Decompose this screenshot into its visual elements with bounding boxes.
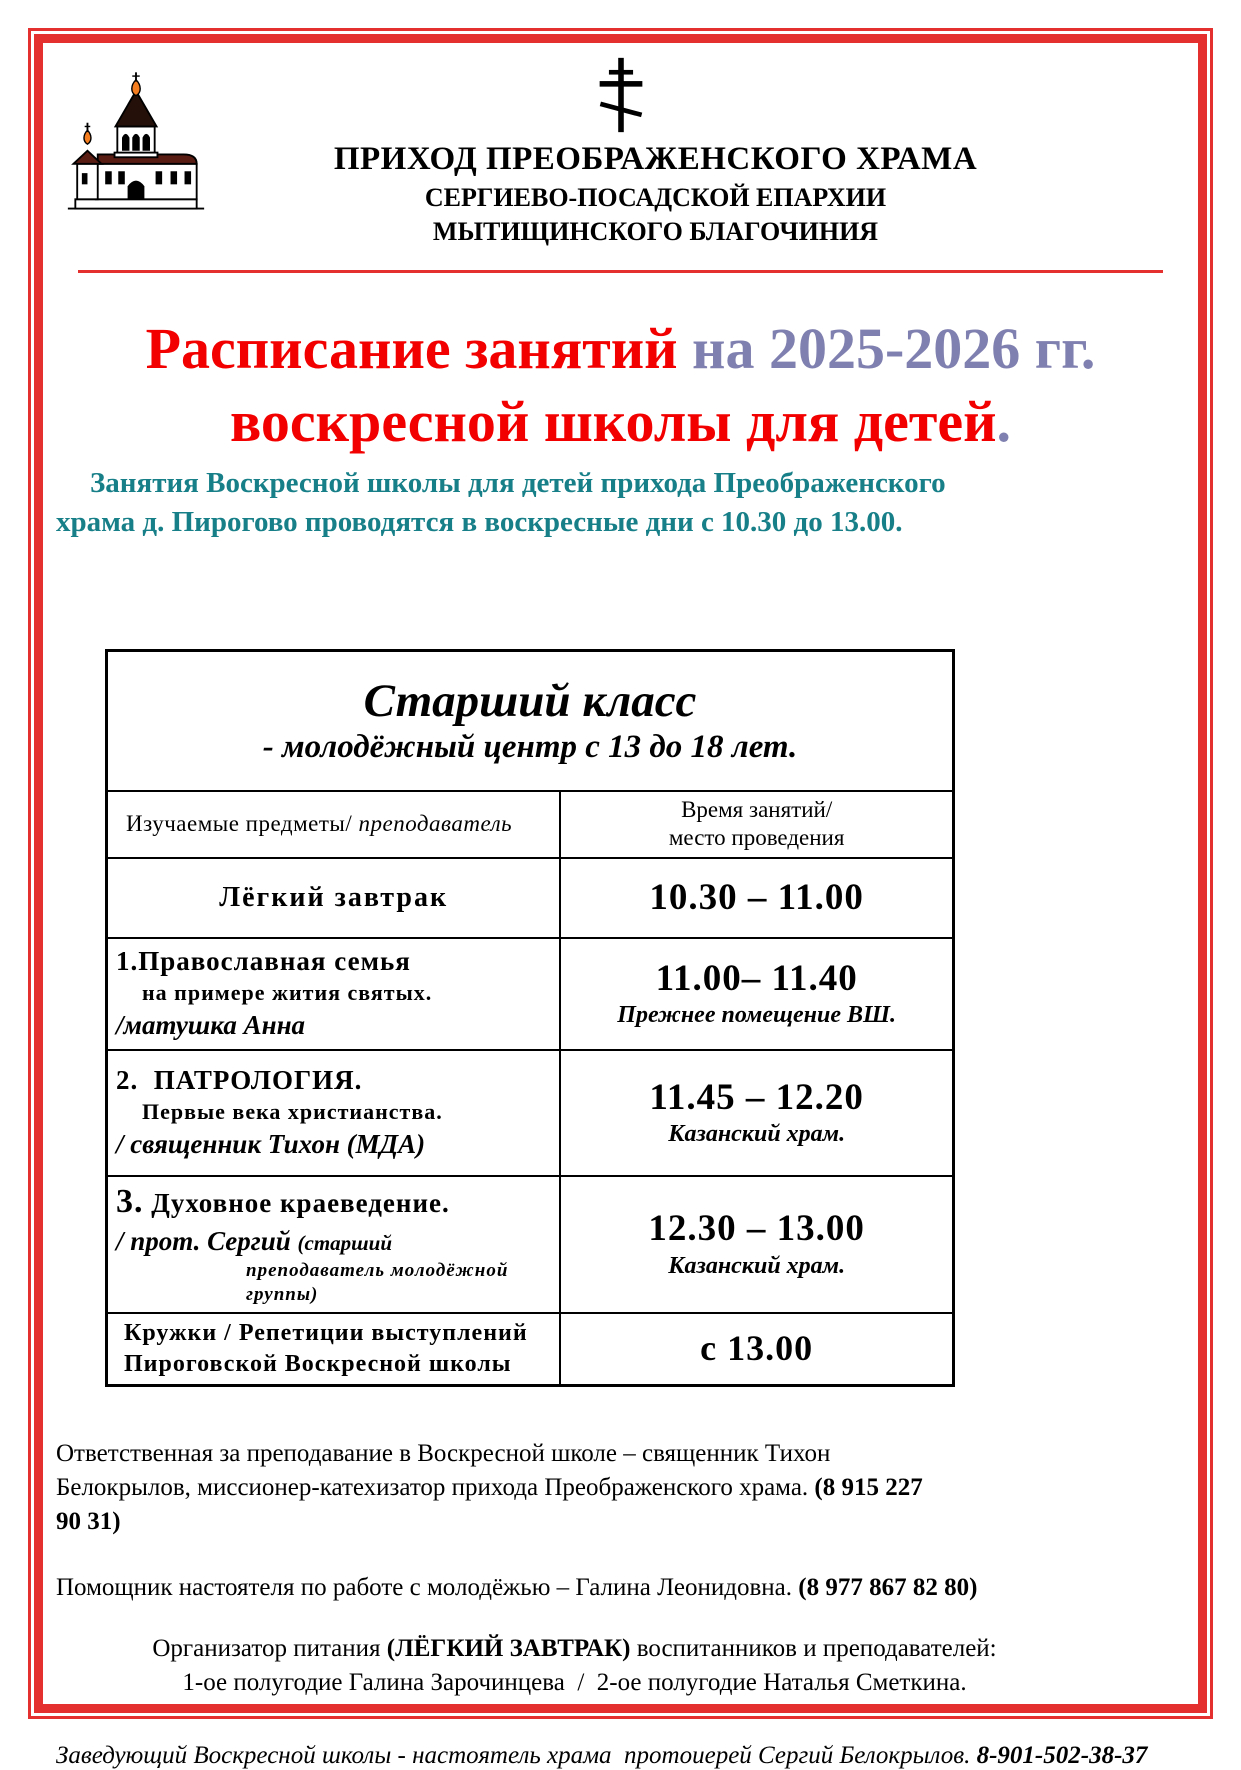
responsible-note <box>56 1437 936 1538</box>
breakfast-time: 10.30 – 11.00 <box>649 876 864 918</box>
assistant-note <box>56 1571 1153 1605</box>
row2-place: Казанский храм. <box>668 1121 846 1148</box>
row1-time: 11.00– 11.40 <box>655 957 858 999</box>
header-divider <box>78 270 1163 273</box>
class-title: Старший класс <box>363 674 697 727</box>
responsible-text: Ответственная за преподавание в Воскресной школе – священник Тихон Белокрылов, миссионер-катехизатор прихода Преображенского храма. <box>56 1440 837 1502</box>
page-title <box>48 313 1193 458</box>
row4-time: с 13.00 <box>700 1328 814 1369</box>
row2-teacher: / священник Тихон (МДА) <box>116 1128 426 1159</box>
row1-detail: на примере жития святых. <box>142 980 433 1006</box>
row3-subject <box>116 1181 551 1224</box>
table-row-2 <box>107 1050 954 1176</box>
row2-subject: 2. ПАТРОЛОГИЯ. <box>116 1065 363 1096</box>
col-header-time-line2: место проведения <box>668 825 845 851</box>
row2-detail: Первые века христианства. <box>142 1099 443 1125</box>
column-header-row <box>107 791 954 859</box>
table-title-row <box>107 651 954 791</box>
parish-header <box>48 138 1193 248</box>
row3-subject-name: Духовное краеведение. <box>143 1188 450 1219</box>
col-header-teacher-label: преподаватель <box>358 811 513 837</box>
page-content <box>48 48 1193 1769</box>
row1-time-cell <box>560 938 953 1050</box>
deanery-name: МЫТИЩИНСКОГО БЛАГОЧИНИЯ <box>432 216 879 246</box>
row3-teacher-note: (старший <box>297 1230 393 1255</box>
breakfast-time-cell <box>560 858 953 938</box>
title-line2-period: . <box>996 388 1012 454</box>
table-row-breakfast <box>107 858 954 938</box>
row4-line1: Кружки / Репетиции выступлений <box>124 1319 528 1346</box>
director-note <box>56 1742 1153 1770</box>
class-title-cell <box>107 651 954 791</box>
col-header-subjects-label: Изучаемые предметы/ <box>126 811 359 837</box>
row1-subject-cell <box>107 938 561 1050</box>
row3-teacher-note2: преподаватель молодёжной группы) <box>246 1259 509 1306</box>
footer-notes <box>48 1437 1193 1770</box>
orthodox-cross-icon <box>48 56 1193 136</box>
director-text: Заведующий Воскресной школы - настоятель храма протоиерей Сергий Белокрылов. <box>56 1741 977 1769</box>
title-line2-red: воскресной школы для детей <box>229 388 997 454</box>
catering-pre: Организатор питания <box>152 1635 387 1663</box>
title-line2 <box>48 386 1193 459</box>
schedule-table <box>105 649 955 1387</box>
table-row-3 <box>107 1176 954 1313</box>
title-line1-years: на 2025-2026 гг. <box>677 316 1096 382</box>
catering-breakfast-label: (ЛЁГКИЙ ЗАВТРАК) <box>386 1635 631 1663</box>
col-header-time <box>560 791 953 859</box>
row4-time-cell <box>560 1313 953 1386</box>
row4-subject-cell <box>107 1313 561 1386</box>
class-subtitle: - молодёжный центр с 13 до 18 лет. <box>262 728 798 765</box>
catering-line2: 1-ое полугодие Галина Зарочинцева / 2-ое полугодие Наталья Сметкина. <box>182 1669 967 1697</box>
row3-time-cell <box>560 1176 953 1313</box>
col-header-subjects <box>107 791 561 859</box>
breakfast-subject: Лёгкий завтрак <box>107 858 561 938</box>
row3-subject-cell <box>107 1176 561 1313</box>
row3-teacher-name: / прот. Сергий <box>116 1225 298 1256</box>
row1-subject: 1.Православная семья <box>116 946 411 977</box>
responsible-phone: (8 915 227 90 31) <box>56 1474 923 1535</box>
row2-time-cell <box>560 1050 953 1176</box>
row2-time: 11.45 – 12.20 <box>649 1076 864 1118</box>
title-line1 <box>48 313 1193 386</box>
row2-subject-cell <box>107 1050 561 1176</box>
col-header-time-line1: Время занятий/ <box>681 796 833 822</box>
row3-number: 3. <box>116 1183 144 1221</box>
assistant-phone: (8 977 867 82 80) <box>798 1573 978 1601</box>
row3-time: 12.30 – 13.00 <box>648 1208 865 1250</box>
catering-post: воспитанников и преподавателей: <box>630 1635 997 1663</box>
row1-teacher: /матушка Анна <box>116 1009 306 1040</box>
row4-line2: Пироговской Воскресной школы <box>124 1351 512 1378</box>
church-building-icon <box>66 72 206 227</box>
row3-teacher <box>116 1224 551 1308</box>
intro-paragraph: Занятия Воскресной школы для детей прихода Преображенского храма д. Пирогово проводятся в воскресные дни с 10.30 до 13.00. <box>56 467 946 538</box>
director-phone: 8-901-502-38-37 <box>976 1741 1148 1769</box>
row3-place: Казанский храм. <box>668 1252 846 1279</box>
catering-line1 <box>152 1635 996 1662</box>
table-row-1 <box>107 938 954 1050</box>
row1-place: Прежнее помещение ВШ. <box>617 1002 897 1029</box>
parish-name: ПРИХОД ПРЕОБРАЖЕНСКОГО ХРАМА <box>333 141 978 177</box>
assistant-text: Помощник настоятеля по работе с молодёжью – Галина Леонидовна. <box>56 1573 799 1601</box>
table-row-4 <box>107 1313 954 1386</box>
catering-note <box>56 1632 1153 1700</box>
title-line1-red: Расписание занятий <box>145 316 678 382</box>
eparchy-name: СЕРГИЕВО-ПОСАДСКОЙ ЕПАРХИИ <box>424 182 887 212</box>
